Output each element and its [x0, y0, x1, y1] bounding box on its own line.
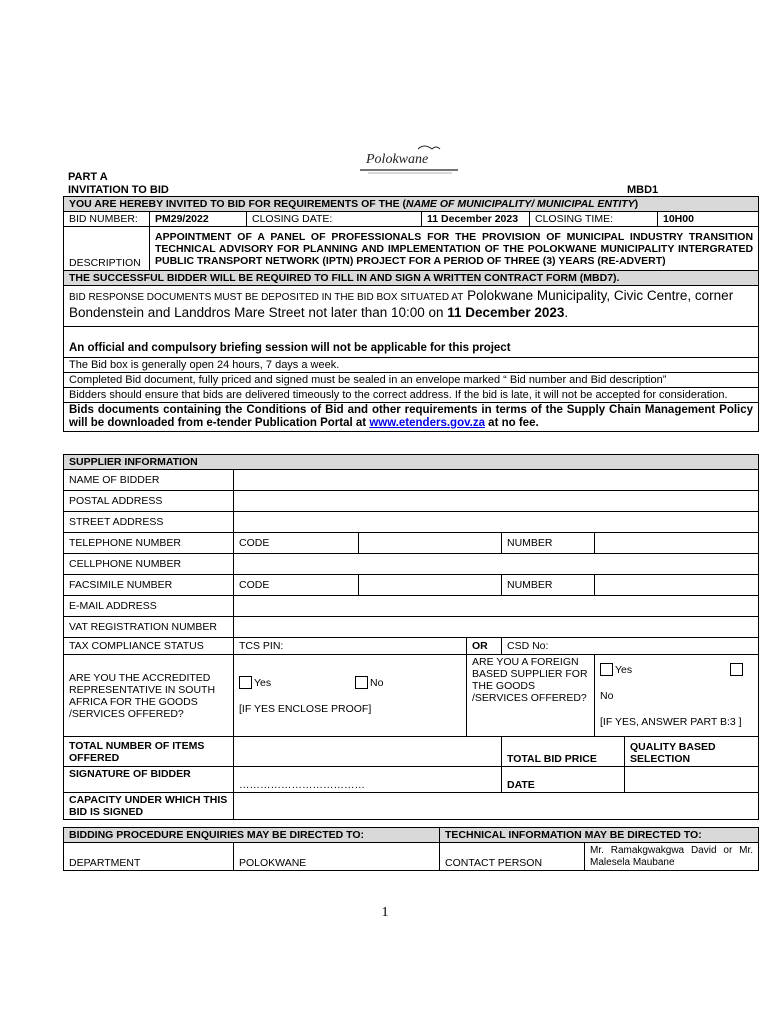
briefing-notice: An official and compulsory briefing session will not be applicable for this project: [64, 327, 759, 358]
foreign-question: ARE YOU A FOREIGN BASED SUPPLIER FOR THE GOODS /SERVICES OFFERED?: [467, 655, 595, 737]
part-label: PART A: [68, 171, 108, 183]
accredited-answer: [234, 655, 467, 737]
vat-field[interactable]: [234, 617, 759, 638]
foreign-yes-label: Yes: [615, 663, 633, 676]
bidder-name-label: NAME OF BIDDER: [64, 470, 234, 491]
procedure-heading: BIDDING PROCEDURE ENQUIRIES MAY BE DIRECTED TO:: [64, 828, 440, 843]
tax-status-label: TAX COMPLIANCE STATUS: [64, 638, 234, 655]
contract-notice: THE SUCCESSFUL BIDDER WILL BE REQUIRED TO FILL IN AND SIGN A WRITTEN CONTRACT FORM (MBD7).: [64, 271, 759, 286]
bid-box-note: The Bid box is generally open 24 hours, 7 days a week.: [64, 358, 759, 373]
tcs-pin-label: TCS PIN:: [239, 640, 284, 652]
telephone-label: TELEPHONE NUMBER: [64, 533, 234, 554]
cellphone-label: CELLPHONE NUMBER: [64, 554, 234, 575]
download-note: Bids documents containing the Conditions of Bid and other requirements in terms of the Supply Chain Management Policy will be downloaded from e-tender Publication Portal at www.etenders.gov.za at no fee.: [64, 403, 759, 432]
closing-date: 11 December 2023: [422, 212, 530, 227]
form-code: MBD1: [627, 184, 659, 196]
quality-label: QUALITY BASED SELECTION: [625, 737, 759, 767]
signature-label: SIGNATURE OF BIDDER: [64, 767, 234, 793]
department-value: POLOKWANE: [234, 843, 440, 871]
invite-row: YOU ARE HEREBY INVITED TO BID FOR REQUIREMENTS OF THE (NAME OF MUNICIPALITY/ MUNICIPAL ENTITY): [64, 197, 759, 212]
accredited-yes-label: Yes: [254, 676, 272, 689]
foreign-answer: [595, 655, 759, 737]
fax-code-label: CODE: [234, 575, 359, 596]
logo-text: Polokwane: [366, 152, 429, 167]
street-address-field[interactable]: [234, 512, 759, 533]
accredited-yes-checkbox[interactable]: [239, 676, 252, 689]
total-items-field[interactable]: [234, 737, 502, 767]
email-field[interactable]: [234, 596, 759, 617]
total-price-label: TOTAL BID PRICE: [502, 737, 625, 767]
bid-number-label: BID NUMBER:: [64, 212, 150, 227]
supplier-table: [63, 454, 759, 820]
bid-description: APPOINTMENT OF A PANEL OF PROFESSIONALS FOR THE PROVISION OF MUNICIPAL INDUSTRY TRANSITION TECHNICAL ADVISORY FOR PLANNING AND IMPLEMENTATION OF THE POLOKWANE MUNICIPALITY INTERGRATED PUBLIC TRANSPORT NETWORK (IPTN) PROJECT FOR A PERIOD OF THREE (3) YEARS (RE-ADVERT): [150, 227, 759, 271]
cellphone-field[interactable]: [234, 554, 759, 575]
street-address-label: STREET ADDRESS: [64, 512, 234, 533]
foreign-yes-checkbox[interactable]: [600, 663, 613, 676]
telephone-number-field[interactable]: [595, 533, 759, 554]
description-label: DESCRIPTION: [64, 227, 150, 271]
completed-note: Completed Bid document, fully priced and signed must be sealed in an envelope marked “ Bid number and Bid description”: [64, 373, 759, 388]
polokwane-logo: [358, 143, 462, 175]
fax-number-label: NUMBER: [502, 575, 595, 596]
telephone-number-label: NUMBER: [502, 533, 595, 554]
fax-code-field[interactable]: [359, 575, 502, 596]
if-yes-part-note: [IF YES, ANSWER PART B:3 ]: [600, 715, 742, 728]
csd-no-label: CSD No:: [507, 640, 549, 652]
etenders-link[interactable]: www.etenders.gov.za: [369, 417, 485, 429]
postal-address-field[interactable]: [234, 491, 759, 512]
technical-heading: TECHNICAL INFORMATION MAY BE DIRECTED TO:: [440, 828, 759, 843]
supplier-heading: SUPPLIER INFORMATION: [64, 455, 759, 470]
deposit-instructions: BID RESPONSE DOCUMENTS MUST BE DEPOSITED IN THE BID BOX SITUATED AT Polokwane Municipality, Civic Centre, corner Bondenstein and Landdros Mare Street not later than 10:00 on 11 December 2023.: [64, 286, 759, 327]
page-number: 1: [381, 905, 389, 920]
telephone-code-label: CODE: [234, 533, 359, 554]
capacity-label: CAPACITY UNDER WHICH THIS BID IS SIGNED: [64, 793, 234, 820]
accredited-no-label: No: [369, 676, 384, 689]
bid-info-table: [63, 196, 759, 432]
capacity-field[interactable]: [234, 793, 759, 820]
accredited-no-checkbox[interactable]: [355, 676, 368, 689]
closing-time-label: CLOSING TIME:: [530, 212, 658, 227]
date-label: DATE: [502, 767, 625, 793]
fax-label: FACSIMILE NUMBER: [64, 575, 234, 596]
closing-date-label: CLOSING DATE:: [247, 212, 422, 227]
tcs-pin-field[interactable]: [234, 638, 467, 655]
if-yes-proof-note: [IF YES ENCLOSE PROOF]: [239, 702, 372, 715]
foreign-no-label: No: [600, 689, 614, 702]
csd-no-field[interactable]: [502, 638, 759, 655]
department-label: DEPARTMENT: [64, 843, 234, 871]
bidders-note: Bidders should ensure that bids are delivered timeously to the correct address. If the bid is late, it will not be accepted for consideration.: [64, 388, 759, 403]
closing-time: 10H00: [658, 212, 759, 227]
contact-person-label: CONTACT PERSON: [440, 843, 585, 871]
bidder-name-field[interactable]: [234, 470, 759, 491]
postal-address-label: POSTAL ADDRESS: [64, 491, 234, 512]
signature-field[interactable]: [234, 767, 502, 793]
email-label: E-MAIL ADDRESS: [64, 596, 234, 617]
enquiries-table: [63, 827, 759, 871]
total-items-label: TOTAL NUMBER OF ITEMS OFFERED: [64, 737, 234, 767]
date-field[interactable]: [625, 767, 759, 793]
bid-number: PM29/2022: [150, 212, 247, 227]
telephone-code-field[interactable]: [359, 533, 502, 554]
signature-line: ………………………………: [239, 779, 365, 791]
or-label: OR: [467, 638, 502, 655]
form-title: INVITATION TO BID: [68, 184, 169, 196]
contact-person-value: Mr. Ramakgwakgwa David or Mr. Malesela Maubane: [585, 843, 759, 871]
foreign-no-checkbox[interactable]: [730, 663, 743, 676]
fax-number-field[interactable]: [595, 575, 759, 596]
vat-label: VAT REGISTRATION NUMBER: [64, 617, 234, 638]
accredited-question: ARE YOU THE ACCREDITED REPRESENTATIVE IN SOUTH AFRICA FOR THE GOODS /SERVICES OFFERED?: [64, 655, 234, 737]
